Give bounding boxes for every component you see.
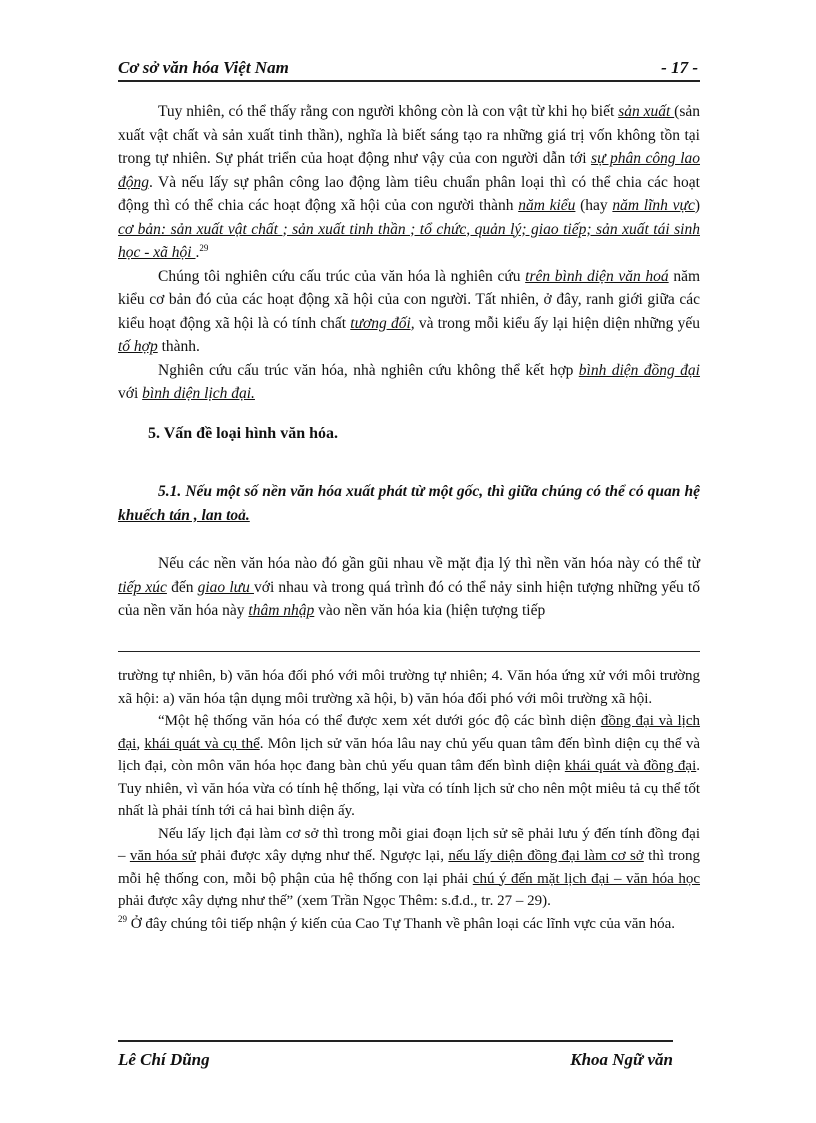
text: và trong mỗi kiểu ấy lại hiện diện những yếu bbox=[414, 314, 700, 332]
emphasis: đồng đại và lịch đại bbox=[118, 713, 700, 752]
text: đến bbox=[166, 578, 198, 596]
emphasis: tố hợp bbox=[118, 338, 158, 355]
subsection-heading bbox=[118, 480, 700, 528]
emphasis: giao lưu bbox=[197, 578, 255, 596]
emphasis: khuếch tán , lan toả. bbox=[118, 507, 250, 524]
text: Chúng tôi nghiên cứu cấu trúc của văn hóa là nghiên cứu bbox=[158, 267, 526, 285]
text: , bbox=[136, 735, 145, 752]
text: thành. bbox=[157, 338, 200, 355]
emphasis: tương đối, bbox=[350, 314, 415, 332]
footnote-ref: 29 bbox=[199, 242, 209, 253]
text: Tuy nhiên, có thể thấy rằng con người không còn là con vật từ khi họ biết bbox=[158, 103, 619, 120]
footnote-quote-2 bbox=[118, 823, 700, 913]
emphasis: chú ý đến mặt lịch đại – văn hóa học bbox=[472, 870, 700, 887]
emphasis: bình diện lịch đại. bbox=[142, 385, 255, 402]
body-text bbox=[118, 100, 700, 406]
department-name: Khoa Ngữ văn bbox=[570, 1050, 673, 1069]
text: Ở đây chúng tôi tiếp nhận ý kiến của Cao Tự Thanh về phân loại các lĩnh vực của văn hóa. bbox=[127, 915, 676, 932]
emphasis: nếu lấy diện đồng đại làm cơ sở bbox=[448, 848, 644, 864]
header-title: Cơ sở văn hóa Việt Nam bbox=[118, 58, 289, 77]
emphasis: văn hóa sử bbox=[129, 848, 196, 864]
text: phải được xây dựng như thế” (xem Trần Ngọc Thêm: s.đ.d., tr. 27 – 29). bbox=[118, 893, 551, 909]
emphasis: khái quát và cụ thể bbox=[144, 735, 260, 752]
page-number: - 17 - bbox=[661, 58, 698, 77]
emphasis: bình diện đồng đại bbox=[578, 361, 700, 379]
section-heading: 5. Vấn đề loại hình văn hóa. bbox=[148, 425, 338, 442]
emphasis: sự phân công lao động bbox=[118, 150, 700, 191]
text: . Tuy nhiên, vì văn hóa vừa có tính hệ thống, lại vừa có tính lịch sử cho nên một miêu tả cụ thể tốt nhất là phải tính tới cả hai bình diện ấy. bbox=[118, 758, 700, 819]
text: “Một hệ thống văn hóa có thể được xem xét dưới góc độ các bình diện bbox=[158, 713, 601, 729]
author-name: Lê Chí Dũng bbox=[118, 1050, 210, 1069]
footnote-separator bbox=[118, 651, 700, 652]
paragraph-3 bbox=[118, 359, 700, 406]
text: . bbox=[195, 244, 200, 261]
text: với bbox=[118, 385, 143, 402]
text: thì trong mỗi hệ thống con, mỗi bộ phận của hệ thống con lại phải bbox=[118, 848, 700, 887]
emphasis: năm kiểu bbox=[518, 197, 576, 214]
footnote-quote bbox=[118, 710, 700, 823]
text: (hay bbox=[575, 197, 613, 214]
emphasis: sản xuất bbox=[618, 103, 675, 120]
text: ) bbox=[694, 197, 701, 214]
text: (sản xuất vật chất và sản xuất tinh thần), nghĩa là biết sáng tạo ra những giá trị vốn không tồn tại trong tự nhiên. Sự phát triển của hoạt động như vậy của con người dẫn tới bbox=[118, 103, 700, 167]
paragraph-4 bbox=[118, 552, 700, 623]
text: năm kiểu cơ bản đó của các hoạt động xã hội của con người. Tất nhiên, ở đây, ranh giới giữa các kiểu hoạt động xã hội là có tính chất bbox=[118, 267, 701, 332]
emphasis: cơ bản: sản xuất vật chất ; sản xuất tinh thần ; tổ chức, quản lý; giao tiếp; sản xuất tái sinh học - xã hội bbox=[118, 220, 700, 261]
page-footer bbox=[118, 1040, 673, 1082]
text: Nghiên cứu cấu trúc văn hóa, nhà nghiên cứu không thể kết hợp bbox=[158, 361, 579, 379]
emphasis: năm lĩnh vực bbox=[612, 197, 695, 214]
footnote-continued: trường tự nhiên, b) văn hóa đối phó với môi trường tự nhiên; 4. Văn hóa ứng xử với môi trường xã hội: a) văn hóa tận dụng môi trường xã hội, b) văn hóa đối phó với môi trường xã hội. bbox=[118, 668, 700, 707]
text: với nhau và trong quá trình đó có thể nảy sinh hiện tượng những yếu tố của nền văn hóa này bbox=[118, 578, 700, 619]
text: . Và nếu lấy sự phân công lao động làm tiêu chuẩn phân loại thì có thể chia các hoạt động thì có thể chia các hoạt động xã hội của con người thành bbox=[118, 173, 700, 214]
footnotes bbox=[118, 665, 700, 935]
text: Nếu các nền văn hóa nào đó gần gũi nhau về mặt địa lý thì nền văn hóa này có thể từ bbox=[158, 555, 700, 572]
footnote-29 bbox=[118, 913, 700, 936]
text: . Môn lịch sử văn hóa lâu nay chủ yếu quan tâm đến bình diện cụ thể và lịch đại, còn môn văn hóa học đang bàn chủ yếu quan tâm đến bình diện bbox=[118, 735, 701, 774]
footnote-number: 29 bbox=[118, 913, 127, 924]
paragraph-2 bbox=[118, 265, 700, 359]
text: vào nền văn hóa kia (hiện tượng tiếp bbox=[314, 602, 546, 619]
page-header bbox=[118, 56, 700, 82]
emphasis: thâm nhập bbox=[248, 602, 315, 619]
emphasis: tiếp xúc bbox=[118, 578, 167, 596]
paragraph-1 bbox=[118, 100, 700, 265]
text: 5.1. Nếu một số nền văn hóa xuất phát từ một gốc, thì giữa chúng có thể có quan hệ bbox=[158, 483, 700, 500]
emphasis: khái quát và đồng đại bbox=[564, 758, 697, 774]
text: phải được xây dựng như thế. Ngược lại, bbox=[195, 848, 449, 864]
text: Nếu lấy lịch đại làm cơ sở thì trong mỗi giai đoạn lịch sử sẽ phải lưu ý đến tính đồng đại – bbox=[118, 825, 700, 864]
emphasis: trên bình diện văn hoá bbox=[525, 267, 669, 285]
